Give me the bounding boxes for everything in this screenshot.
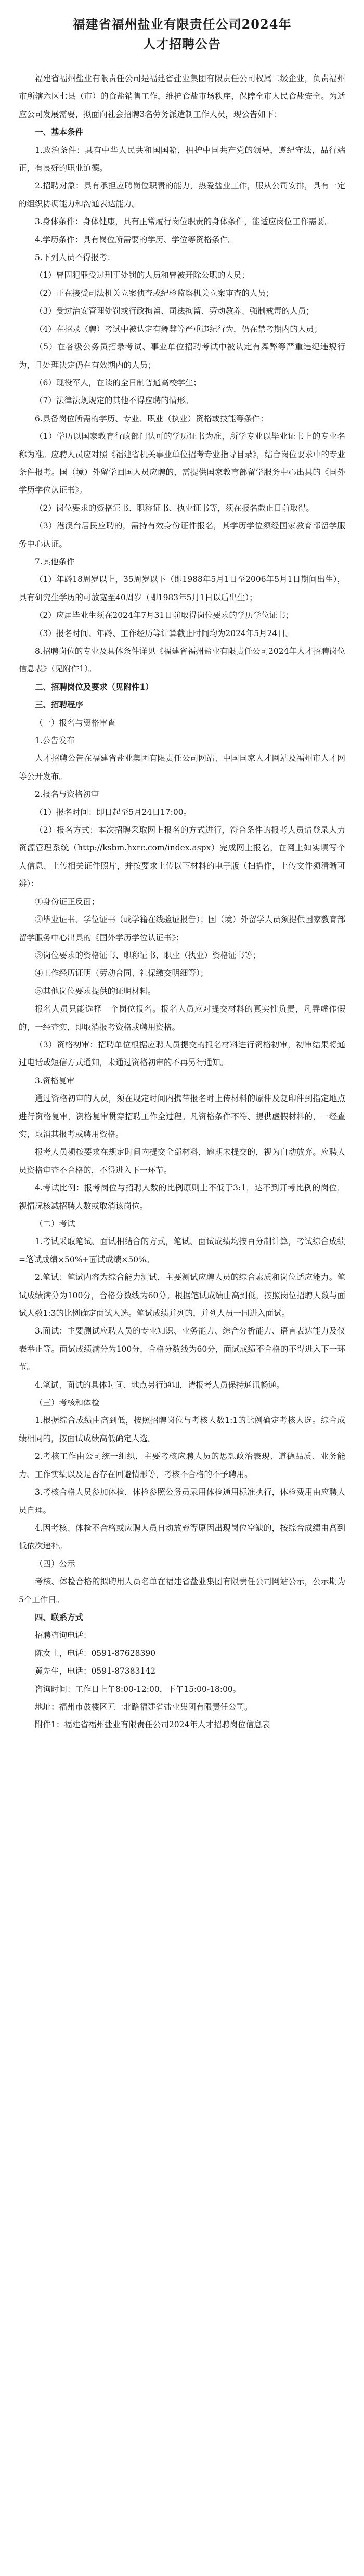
body-paragraph: 4.因考核、体检不合格或应聘人员自动放弃等原因出现岗位空缺的，按综合成绩由高到低依次递补。 <box>19 1523 345 1551</box>
body-paragraph: 2.招聘对象：具有承担应聘岗位职责的能力，热爱盐业工作，服从公司安排，具有一定的组织协调能力和沟通表达能力。 <box>19 181 345 209</box>
body-paragraph: （2）岗位要求的资格证书、职称证书、执业证书等，须在报名截止日前取得。 <box>35 503 314 513</box>
body-paragraph: 8.招聘岗位的专业及具体条件详见《福建省福州盐业有限责任公司2024年人才招聘岗位信息表》（见附件1）。 <box>19 646 345 674</box>
body-paragraph: 黄先生，电话：0591-87383142 <box>35 1666 156 1676</box>
body-paragraph: （3）受过治安管理处罚或行政拘留、司法拘留、劳动教养、强制戒毒的人员； <box>35 306 314 316</box>
body-paragraph: 3.考核合格人员参加体检，体检参照公务员录用体检通用标准执行，体检费用由应聘人员自理。 <box>19 1487 345 1515</box>
body-paragraph: （1）学历以国家教育行政部门认可的学历证书为准，所学专业以毕业证书上的专业名称为准。应聘人员应对照《福建省机关事业单位招考专业指导目录》，结合岗位要求中的专业条件报考。国（境）外留学回国人员应聘的，需提供国家教育部留学服务中心出具的《国外学历学位认证书》。 <box>19 432 345 495</box>
section-heading: 一、基本条件 <box>35 127 84 137</box>
body-paragraph: 2.报名与资格初审 <box>35 789 99 799</box>
body-paragraph: 4.笔试、面试的具体时间、地点另行通知，请报考人员保持通讯畅通。 <box>35 1380 284 1390</box>
body-paragraph: 考核、体检合格的拟聘用人员名单在福建省盐业集团有限责任公司网站公示，公示期为5个工作日。 <box>19 1577 345 1604</box>
body-paragraph: 报名人员只能选择一个岗位报名。报名人员应对提交材料的真实性负责，凡弄虚作假的，一经查实，即取消报考资格或聘用资格。 <box>19 1004 345 1032</box>
body-paragraph: 1.公告发布 <box>35 736 75 746</box>
body-paragraph: 招聘咨询电话： <box>35 1630 92 1640</box>
body-paragraph: （2）应届毕业生须在2024年7月31日前取得岗位要求的学历学位证书； <box>35 611 294 620</box>
body-paragraph: ④工作经历证明（劳动合同、社保缴交明细等）； <box>35 968 209 978</box>
body-paragraph: 7.其他条件 <box>35 556 75 566</box>
body-paragraph: 2.考核工作由公司统一组织，主要考核应聘人员的思想政治表现、道德品质、业务能力、工作实绩以及是否存在回避情形等，考核不合格的不予聘用。 <box>19 1452 345 1479</box>
body-paragraph: 6.具备岗位所需的学历、专业、职业（执业）资格或技能等条件： <box>35 413 268 423</box>
body-paragraph: 5.下列人员不得报考： <box>35 253 115 263</box>
body-paragraph: 3.资格复审 <box>35 1076 75 1085</box>
body-paragraph: 地址：福州市鼓楼区五一北路福建省盐业集团有限责任公司。 <box>35 1702 253 1712</box>
body-paragraph: 报考人员须按要求在规定时间内提交全部材料，逾期未提交的，视为自动放弃。应聘人员资格审查不合格的，不得进入下一环节。 <box>19 1147 345 1175</box>
body-paragraph: （1）曾因犯罪受过刑事处罚的人员和曾被开除公职的人员； <box>35 270 250 280</box>
body-paragraph: 3.面试：主要测试应聘人员的专业知识、业务能力、综合分析能力、语言表达能力及仪表举止等。面试成绩满分为100分，合格分数线为60分，面试成绩不合格的不得进入下一环节。 <box>19 1326 345 1372</box>
body-paragraph: （1）报名时间：即日起至5月24日17:00。 <box>35 807 192 817</box>
body-paragraph: （二）考试 <box>35 1219 75 1228</box>
body-paragraph: 附件1：福建省福州盐业有限责任公司2024年人才招聘岗位信息表 <box>35 1720 270 1730</box>
body-paragraph: 咨询时间：工作日上午8:00-12:00，下午15:00-18:00。 <box>35 1684 241 1694</box>
body-paragraph: 人才招聘公告在福建省盐业集团有限责任公司网站、中国国家人才网站及福州市人才网等公开发布。 <box>19 754 345 781</box>
body-paragraph: 4.考试比例：报考岗位与招聘人数的比例原则上不低于3:1，达不到开考比例的岗位，视情况核减招聘人数或取消该岗位。 <box>19 1183 345 1211</box>
body-paragraph: （7）法律法规规定的其他不得应聘的情形。 <box>35 396 193 406</box>
body-paragraph: ⑤其他岗位要求提供的证明材料。 <box>35 986 156 996</box>
body-paragraph: （3）资格初审：招聘单位根据应聘人员提交的报名材料进行资格初审，初审结果将通过电话或短信方式通知，未通过资格初审的不再另行通知。 <box>19 1040 345 1068</box>
body-paragraph: 陈女士，电话：0591-87628390 <box>35 1648 156 1658</box>
body-paragraph: 2.笔试：笔试内容为综合能力测试，主要测试应聘人员的综合素质和岗位适应能力。笔试成绩满分为100分，合格分数线为60分。根据笔试成绩由高到低，按照岗位招聘人数与面试人数1:3的比例确定面试人选。笔试成绩并列的，并列人员一同进入面试。 <box>19 1273 345 1318</box>
body-paragraph: ②毕业证书、学位证书（或学籍在线验证报告）；国（境）外留学人员须提供国家教育部留学服务中心出具的《国外学历学位认证书》； <box>19 915 345 942</box>
section-heading: 三、招聘程序 <box>35 700 84 710</box>
announcement-title <box>19 15 345 54</box>
body-paragraph: ①身份证正反面； <box>35 897 100 907</box>
section-heading: 四、联系方式 <box>35 1612 84 1622</box>
body-paragraph: （5）在各级公务员招录考试、事业单位招聘考试中被认定有舞弊等严重违纪违规行为，且处理决定仍在有效期内的人员； <box>19 342 345 370</box>
body-paragraph: （一）报名与资格审查 <box>35 718 116 728</box>
section-heading: 二、招聘岗位及要求（见附件1） <box>35 681 153 692</box>
body-paragraph: 通过资格初审的人员，须在规定时间内携带报名时上传材料的原件及复印件到指定地点进行资格复审，资格复审贯穿招聘工作全过程。凡资格条件不符、提供虚假材料的，一经查实，取消其报考或聘用资格。 <box>19 1094 345 1139</box>
body-paragraph: （4）在招录（聘）考试中被认定有舞弊等严重违纪行为，仍在禁考期内的人员； <box>35 324 322 334</box>
body-paragraph: 1.根据综合成绩由高到低，按照招聘岗位与考核人数1:1的比例确定考核人选。综合成绩相同的，按面试成绩高低确定人选。 <box>19 1416 345 1443</box>
body-paragraph: （6）现役军人，在读的全日制普通高校学生； <box>35 378 201 387</box>
body-paragraph: （三）考核和体检 <box>35 1398 100 1408</box>
title-line-1: 福建省福州盐业有限责任公司2024年 <box>72 17 292 32</box>
body-paragraph: （3）港澳台居民应聘的，需持有效身份证件报名，其学历学位须经国家教育部留学服务中心认证。 <box>19 521 345 549</box>
body-paragraph: 4.学历条件：具有岗位所需要的学历、学位等资格条件。 <box>35 235 236 244</box>
body-paragraph: ③岗位要求的资格证书、职称证书、职业（执业）资格证书等； <box>35 950 261 960</box>
title-line-2: 人才招聘公告 <box>143 36 221 51</box>
body-paragraph: （四）公示 <box>35 1559 75 1569</box>
body-paragraph: （3）报名时间、年龄、工作经历等计算截止时间均为2024年5月24日。 <box>35 628 294 638</box>
body-paragraph: 3.身体条件：身体健康，具有正常履行岗位职责的身体条件，能适应岗位工作需要。 <box>35 217 333 227</box>
body-paragraph: （1）年龄18周岁以上，35周岁以下（即1988年5月1日至2006年5月1日期间出生），具有研究生学历的可放宽至40周岁（即1983年5月1日以后出生）； <box>19 575 345 602</box>
body-paragraph: 福建省福州盐业有限责任公司是福建省盐业集团有限责任公司权属二级企业，负责福州市所辖六区七县（市）的食盐销售工作，维护食盐市场秩序，保障全市人民食盐安全。为适应公司发展需要，拟面向社会招聘3名劳务派遣制工作人员，现公告如下： <box>19 74 345 119</box>
body-paragraph: 1.政治条件：具有中华人民共和国国籍，拥护中国共产党的领导，遵纪守法，品行端正，有良好的职业道德。 <box>19 145 345 173</box>
body-paragraph: 1.考试采取笔试、面试相结合的方式，笔试、面试成绩均按百分制计算，考试综合成绩=笔试成绩×50%+面试成绩×50%。 <box>19 1237 345 1264</box>
body-paragraph: （2）正在接受司法机关立案侦查或纪检监察机关立案审查的人员； <box>35 288 274 298</box>
body-paragraph: （2）报名方式：本次招聘采取网上报名的方式进行，符合条件的报考人员请登录人力资源管理系统（http://ksbm.hxrc.com/index.aspx）完成网上报名，在网上如实填写个人信息、上传相关证件照片，并按要求上传以下材料的电子版（扫描件，上传文件须清晰可辨）： <box>19 825 345 889</box>
announcement-body <box>19 70 345 1734</box>
